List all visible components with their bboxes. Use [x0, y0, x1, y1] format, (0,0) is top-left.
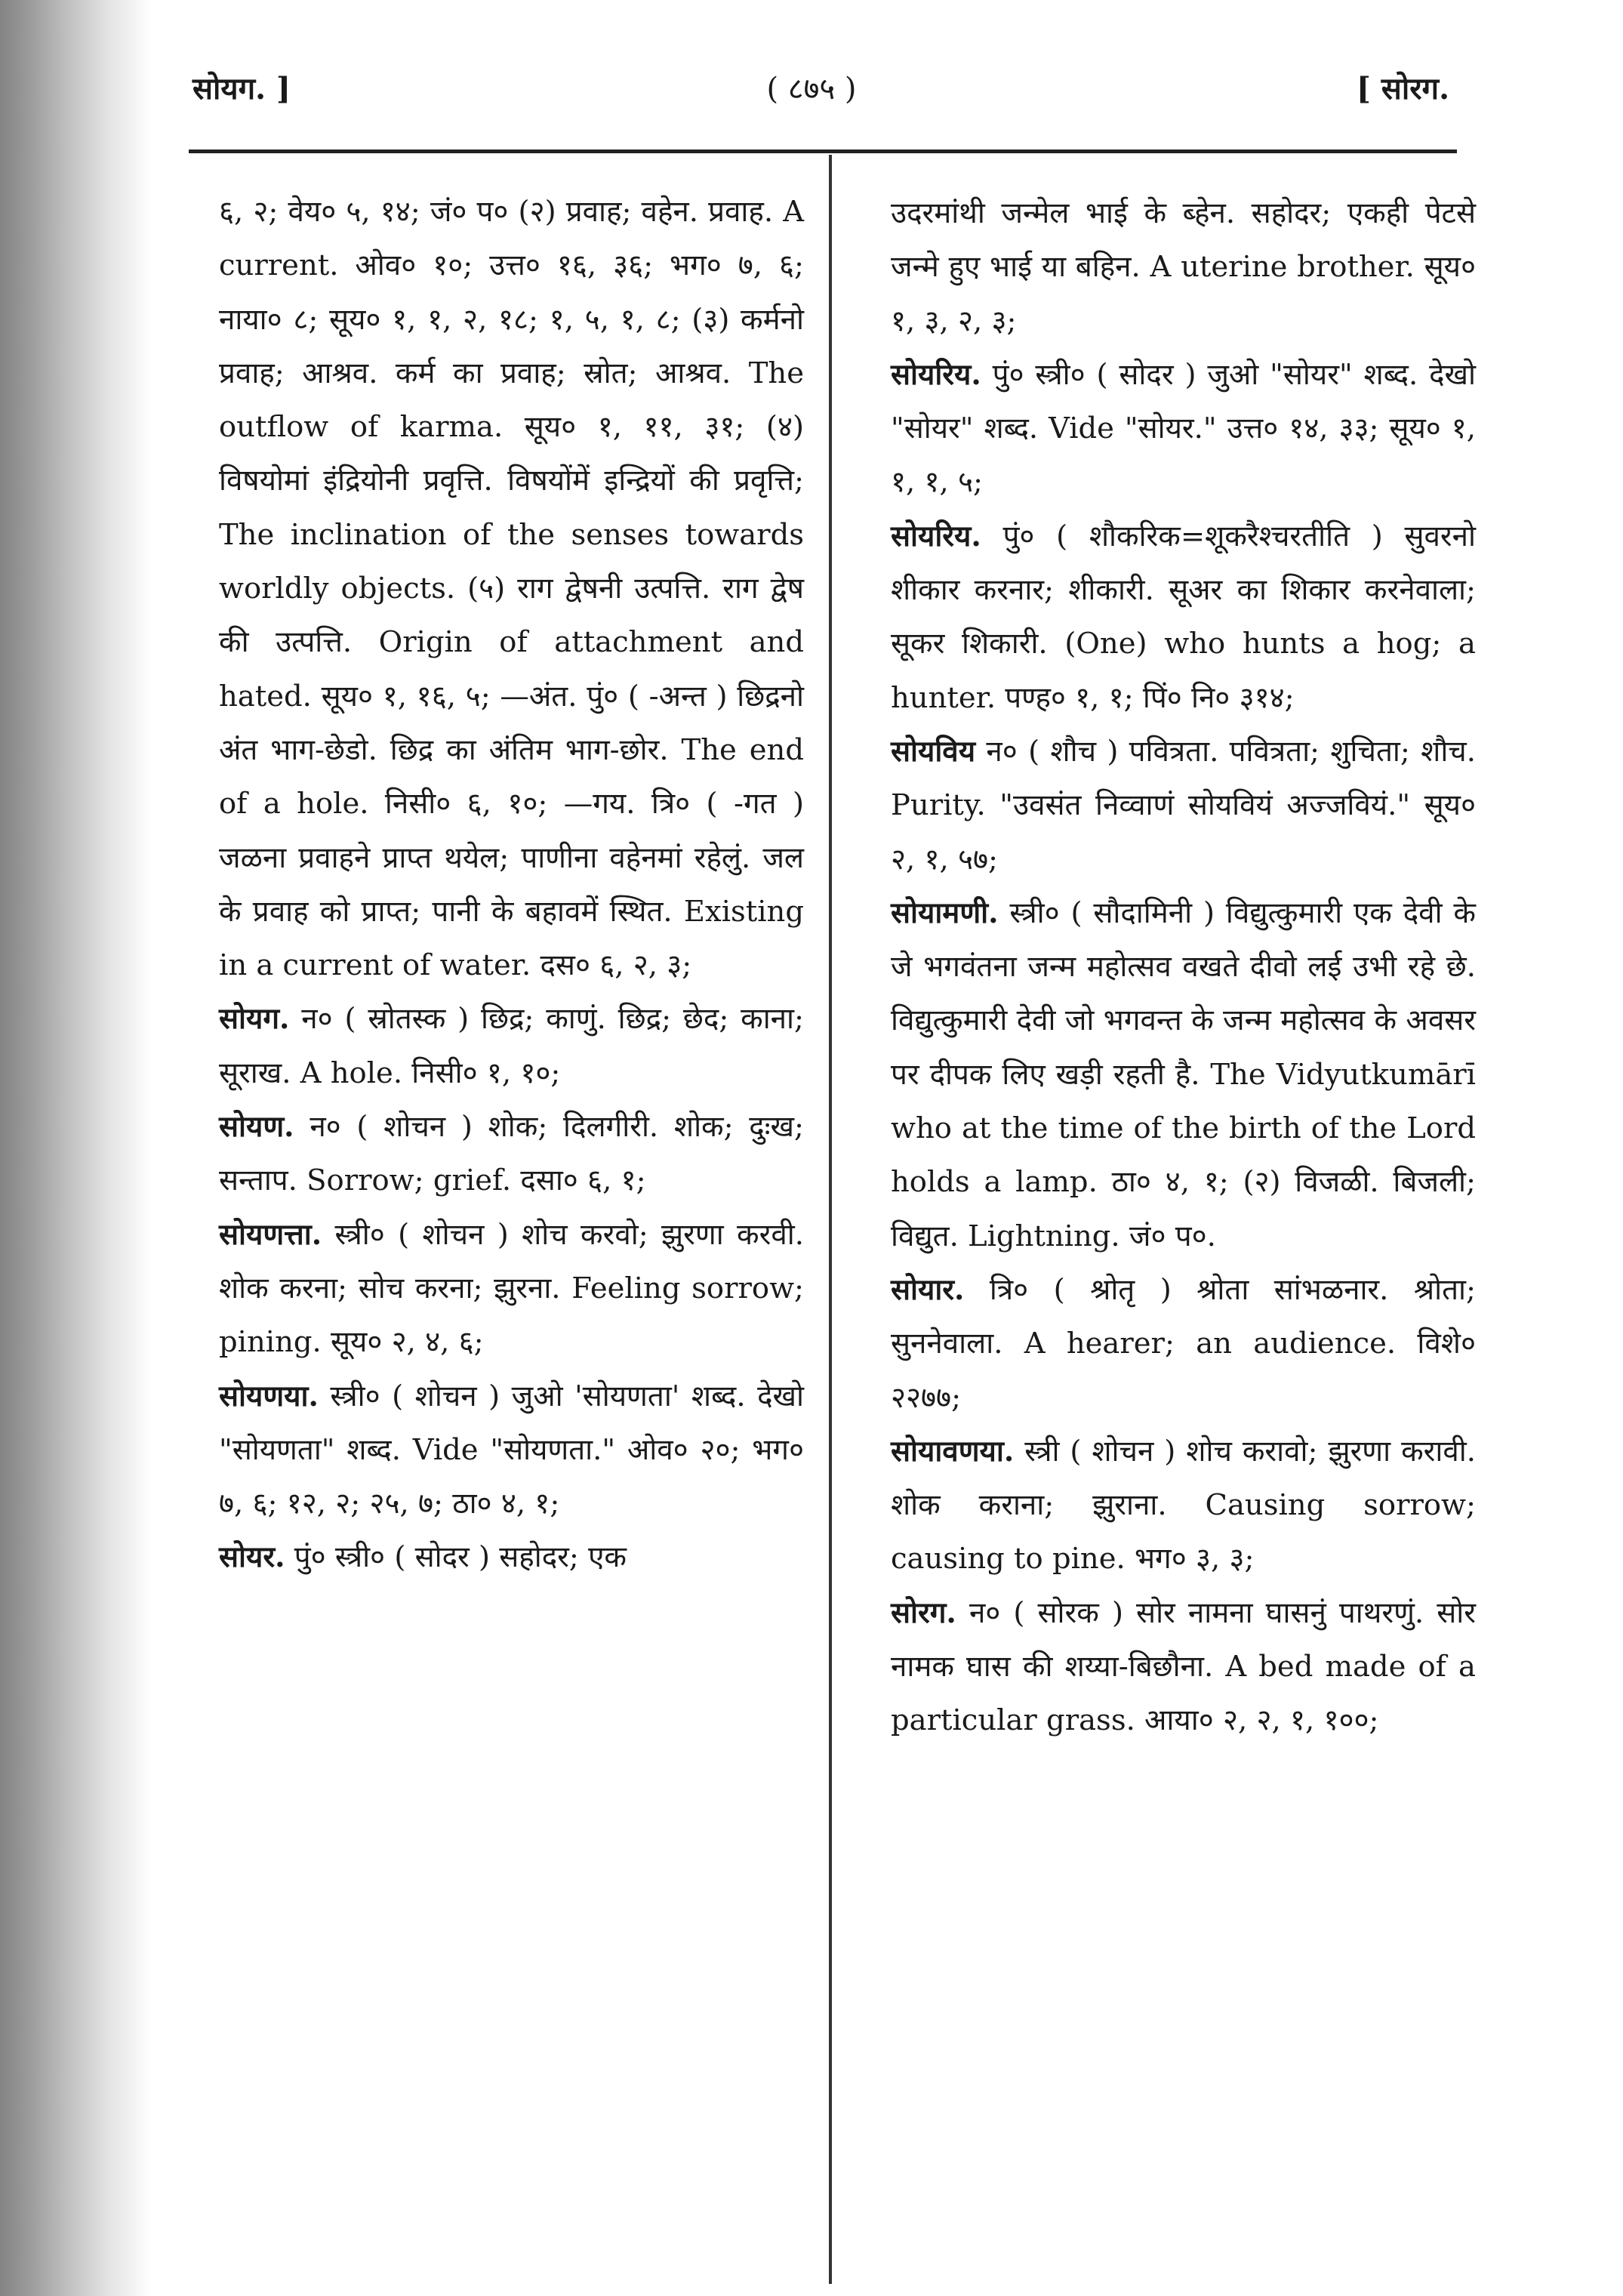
dictionary-entry — [891, 348, 1476, 510]
page-binding-shadow — [0, 0, 151, 2296]
entry-headword: सोयरिय. — [891, 519, 981, 553]
entry-text: स्त्री ( शोचन ) शोच करावो; झुरणा करावी. शोक कराना; झुराना. Causing sorrow; causing to pine. भग० ३, ३; — [891, 1434, 1476, 1576]
entry-headword: सोयर. — [219, 1540, 285, 1575]
entry-headword: सोयरिय. — [891, 357, 981, 392]
entry-headword: सोयामणी. — [891, 895, 999, 930]
dictionary-entry — [891, 186, 1476, 348]
left-column — [219, 185, 804, 1585]
entry-text: त्रि० ( श्रोतृ ) श्रोता सांभळनार. श्रोता; सुननेवाला. A hearer; an audience. विशे० २२७७; — [891, 1272, 1476, 1415]
entry-text: न० ( शोचन ) शोक; दिलगीरी. शोक; दुःख; सन्ताप. Sorrow; grief. दसा० ६, १; — [219, 1110, 804, 1198]
header-rule — [189, 149, 1457, 153]
entry-headword: सोयार. — [891, 1272, 965, 1307]
entry-text: ६, २; वेय० ५, १४; जं० प० (२) प्रवाह; वहेन. प्रवाह. A current. ओव० १०; उत्त० १६, ३६; भग० ७, ६; नाया० ८; सूय० १, १, २, १८; १, ५, १, ८; (३) कर्मनो प्रवाह; आश्रव. कर्म का प्रवाह; स्रोत; आश्रव. The outflow of karma. सूय० १, ११, ३१; (४) विषयोमां इंद्रियोनी प्रवृत्ति. विषयोंमें इन्द्रियों की प्रवृत्ति; The inclination of the senses towards worldly objects. (५) राग द्वेषनी उत्पत्ति. राग द्वेष की उत्पत्ति. Origin of attachment and hated. सूय० १, १६, ५; —अंत. पुं० ( -अन्त ) छिद्रनो अंत भाग-छेडो. छिद्र का अंतिम भाग-छोर. The end of a hole. निसी० ६, १०; —गय. त्रि० ( -गत ) जळना प्रवाहने प्राप्त थयेल; पाणीना वहेनमां रहेलुं. जल के प्रवाह को प्राप्त; पानी के बहावमें स्थित. Existing in a current of water. दस० ६, २, ३; — [219, 195, 804, 983]
dictionary-entry — [891, 1263, 1476, 1425]
dictionary-entry — [219, 1100, 804, 1208]
running-head-right: [ सोरग. — [1356, 71, 1449, 106]
entry-text: न० ( शौच ) पवित्रता. पवित्रता; शुचिता; शौच. Purity. "उवसंत निव्वाणं सोयवियं अज्जवियं." सूय० २, १, ५७; — [891, 734, 1476, 877]
dictionary-entry — [219, 1370, 804, 1531]
entry-headword: सोयण. — [219, 1110, 294, 1145]
dictionary-entry — [219, 185, 804, 992]
right-column — [891, 186, 1476, 1748]
dictionary-entry — [891, 886, 1476, 1263]
entry-text: पुं० स्त्री० ( सोदर ) सहोदर; एक — [294, 1540, 627, 1575]
page-number: ( ८७५ ) — [766, 72, 857, 106]
entry-text: न० ( स्रोतस्क ) छिद्र; काणुं. छिद्र; छेद; काना; सूराख. A hole. निसी० १, १०; — [219, 1002, 804, 1090]
dictionary-entry — [891, 725, 1476, 886]
dictionary-entry — [891, 1586, 1476, 1748]
entry-text: उदरमांथी जन्मेल भाई के ब्हेन. सहोदर; एकही पेटसे जन्मे हुए भाई या बहिन. A uterine brother. सूय० १, ३, २, ३; — [891, 196, 1476, 338]
dictionary-entry — [219, 992, 804, 1100]
column-divider — [829, 155, 832, 2284]
entry-text: स्त्री० ( सौदामिनी ) विद्युत्कुमारी एक देवी के जे भगवंतना जन्म महोत्सव वखते दीवो लई उभी रहे छे. विद्युत्कुमारी देवी जो भगवन्त के जन्म महोत्सव के अवसर पर दीपक लिए खड़ी रहती है. The Vidyutkumārī who at the time of the birth of the Lord holds a lamp. ठा० ४, १; (२) विजळी. बिजली; विद्युत. Lightning. जं० प०. — [891, 895, 1476, 1253]
entry-text: न० ( सोरक ) सोर नामना घासनुं पाथरणुं. सोर नामक घास की शय्या-बिछौना. A bed made of a particular grass. आया० २, २, १, १००; — [891, 1595, 1476, 1738]
entry-text: स्त्री० ( शोचन ) शोच करवो; झुरणा करवी. शोक करना; सोच करना; झुरना. Feeling sorrow; pining. सूय० २, ४, ६; — [219, 1217, 804, 1360]
dictionary-entry — [891, 510, 1476, 725]
dictionary-entry — [219, 1530, 804, 1584]
entry-headword: सोयणया. — [219, 1379, 319, 1413]
dictionary-entry — [891, 1425, 1476, 1586]
entry-headword: सोयणत्ता. — [219, 1217, 322, 1252]
entry-headword: सोयविय — [891, 734, 976, 769]
entry-text: स्त्री० ( शोचन ) जुओ 'सोयणता' शब्द. देखो "सोयणता" शब्द. Vide "सोयणता." ओव० २०; भग० ७, ६; १२, २; २५, ७; ठा० ४, १; — [219, 1379, 804, 1521]
entry-headword: सोयग. — [219, 1002, 290, 1037]
entry-text: पुं० ( शौकरिक=शूकरैश्चरतीति ) सुवरनो शीकार करनार; शीकारी. सूअर का शिकार करनेवाला; सूकर शिकारी. (One) who hunts a hog; a hunter. पण्ह० १, १; पिं० नि० ३१४; — [891, 519, 1476, 715]
entry-headword: सोरग. — [891, 1595, 956, 1630]
running-head-left: सोयग. ] — [192, 71, 291, 106]
entry-text: पुं० स्त्री० ( सोदर ) जुओ "सोयर" शब्द. देखो "सोयर" शब्द. Vide "सोयर." उत्त० १४, ३३; सूय० १, १, १, ५; — [891, 357, 1476, 500]
entry-headword: सोयावणया. — [891, 1434, 1015, 1469]
dictionary-entry — [219, 1208, 804, 1370]
